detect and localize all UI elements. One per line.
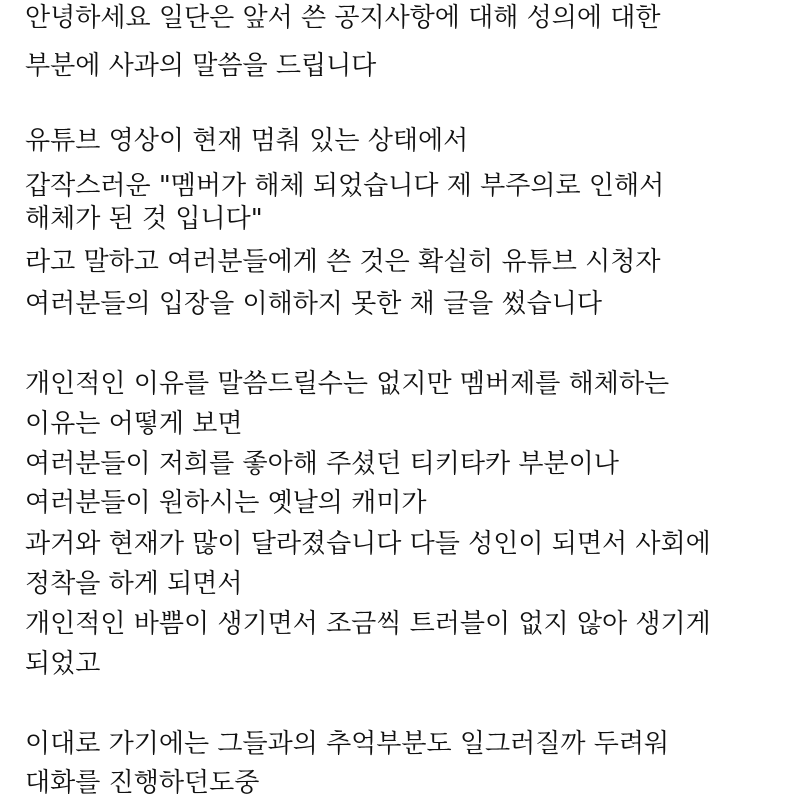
text-line: 여러분들의 입장을 이해하지 못한 채 글을 썼습니다 <box>25 289 603 319</box>
text-line: 유튜브 영상이 현재 멈춰 있는 상태에서 <box>25 126 469 156</box>
text-line: 개인적인 바쁨이 생기면서 조금씩 트러블이 없지 않아 생기게 <box>25 609 711 639</box>
text-line: 해체가 된 것 입니다" <box>25 204 263 234</box>
text-line: 과거와 현재가 많이 달라졌습니다 다들 성인이 되면서 사회에 <box>25 529 711 559</box>
text-line: 개인적인 이유를 말씀드릴수는 없지만 멤버제를 해체하는 <box>25 369 670 399</box>
text-line: 정착을 하게 되면서 <box>25 569 243 599</box>
text-line: 여러분들이 원하시는 옛날의 캐미가 <box>25 488 427 518</box>
text-line: 안녕하세요 일단은 앞서 쓴 공지사항에 대해 성의에 대한 <box>25 3 661 33</box>
text-line: 갑작스러운 "멤버가 해체 되었습니다 제 부주의로 인해서 <box>25 171 665 201</box>
text-line: 라고 말하고 여러분들에게 쓴 것은 확실히 유튜브 시청자 <box>25 247 661 277</box>
text-line: 이유는 어떻게 보면 <box>25 409 243 439</box>
text-line: 여러분들이 저희를 좋아해 주셨던 티키타카 부분이나 <box>25 449 619 479</box>
text-line: 되었고 <box>25 649 101 679</box>
text-line: 부분에 사과의 말씀을 드립니다 <box>25 51 377 81</box>
text-line: 대화를 진행하던도중 <box>25 768 260 798</box>
text-line: 이대로 가기에는 그들과의 추억부분도 일그러질까 두려워 <box>25 729 670 759</box>
